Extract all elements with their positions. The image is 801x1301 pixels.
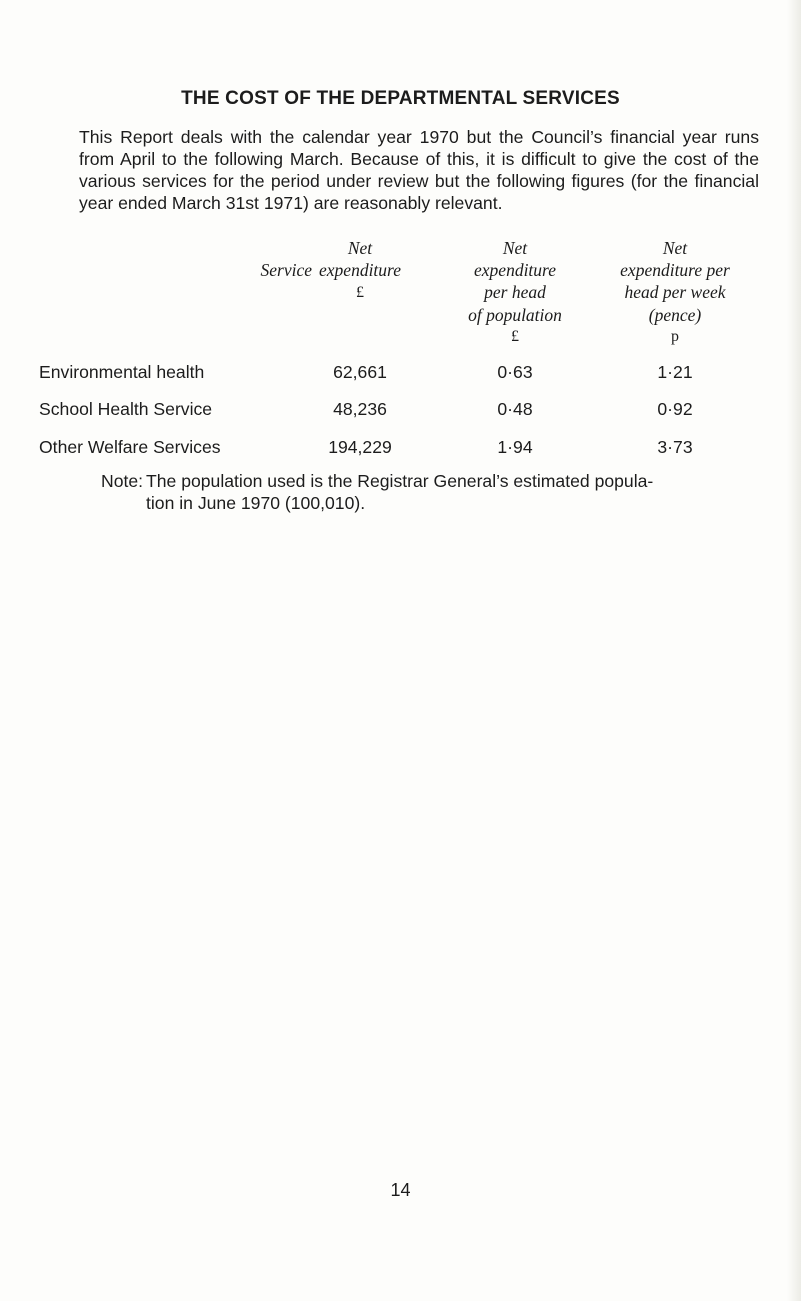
header-per-head-line3: per head	[484, 282, 546, 302]
header-per-head-line2: expenditure	[474, 260, 556, 280]
intro-paragraph: This Report deals with the calendar year 1970 but the Council’s financial year runs from April to the following March. Because of this, it is difficult to give the cost of the various services for the period under review but the following figures (for the financial year ended March 31st 1971) are reasonably relevant.	[79, 127, 759, 213]
row-environmental-health-net: 62,661	[333, 362, 387, 382]
header-per-head-line4: of population	[468, 305, 562, 325]
row-school-health-per-week: 0·92	[657, 399, 693, 419]
page-edge	[787, 0, 801, 1301]
row-school-health-net: 48,236	[333, 399, 387, 419]
note-text	[146, 470, 766, 514]
row-environmental-health-per-head: 0·63	[497, 362, 533, 382]
row-environmental-health-service: Environmental health	[39, 362, 205, 382]
header-net-expenditure-line2: expenditure	[319, 260, 401, 280]
header-per-head-line1: Net	[502, 238, 528, 258]
page-number: 14	[390, 1180, 411, 1200]
row-other-welfare-per-week: 3·73	[657, 437, 693, 457]
header-per-week-line1: Net	[662, 238, 688, 258]
note-line-2: tion in June 1970 (100,010).	[146, 493, 366, 513]
row-other-welfare-service: Other Welfare Services	[39, 437, 221, 457]
row-environmental-health-per-week: 1·21	[657, 362, 693, 382]
header-net-expenditure-line1: Net	[347, 238, 373, 258]
row-other-welfare-per-head: 1·94	[497, 437, 533, 457]
row-other-welfare-net: 194,229	[328, 437, 392, 457]
header-service: Service	[260, 260, 312, 280]
note-line-1: The population used is the Registrar General’s estimated popula-	[146, 471, 654, 491]
note-label: Note:	[101, 471, 144, 491]
header-per-week-unit: p	[671, 328, 679, 345]
header-net-expenditure-unit: £	[356, 284, 364, 301]
header-per-head-unit: £	[511, 328, 519, 345]
header-per-week-line2: expenditure per	[620, 260, 730, 280]
page-title: THE COST OF THE DEPARTMENTAL SERVICES	[181, 88, 620, 109]
header-per-week-line3: head per week	[624, 282, 726, 302]
row-school-health-per-head: 0·48	[497, 399, 533, 419]
row-school-health-service: School Health Service	[39, 399, 213, 419]
header-per-week-line4: (pence)	[648, 305, 702, 325]
